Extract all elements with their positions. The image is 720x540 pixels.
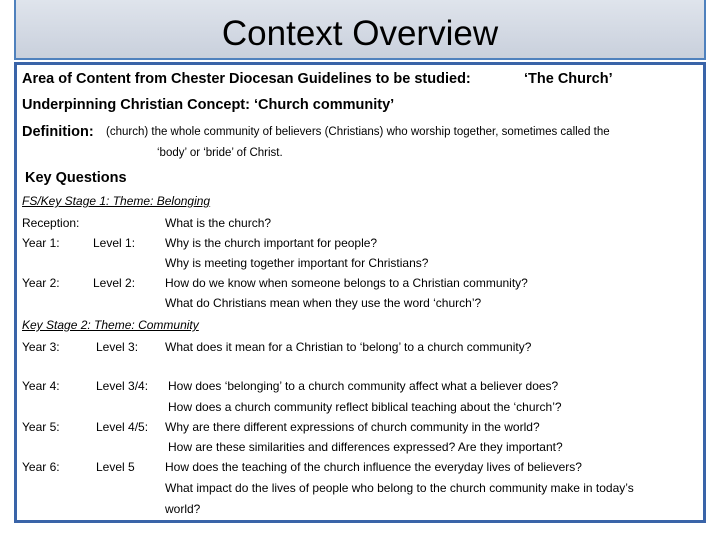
row-level: Level 3: [96, 340, 139, 354]
area-label: Area of Content from Chester Diocesan Guidelines to be studied: [22, 71, 471, 87]
row-year: Year 2: [22, 276, 60, 290]
ks2-heading: Key Stage 2: Theme: Community [22, 318, 199, 332]
row-question: How are these similarities and differences expressed? Are they important? [168, 440, 563, 454]
area-value: ‘The Church’ [524, 71, 613, 87]
row-level: Level 5 [96, 460, 135, 474]
row-question: Why is meeting together important for Christians? [165, 256, 429, 270]
row-question: How does ‘belonging’ to a church community affect what a believer does? [168, 379, 559, 393]
row-year: Reception: [22, 216, 80, 230]
key-questions-heading: Key Questions [25, 170, 127, 186]
definition-label: Definition: [22, 124, 94, 140]
row-question: Why is the church important for people? [165, 236, 378, 250]
page-title: Context Overview [221, 14, 499, 53]
row-year: Year 5: [22, 420, 60, 434]
row-year: Year 4: [22, 379, 60, 393]
ks1-heading: FS/Key Stage 1: Theme: Belonging [22, 194, 211, 208]
row-question: What is the church? [165, 216, 272, 230]
row-question: Why are there different expressions of church community in the world? [165, 420, 540, 434]
row-year: Year 6: [22, 460, 60, 474]
title-bar [14, 0, 706, 60]
row-question: What do Christians mean when they use the word ‘church’? [165, 296, 482, 310]
definition-text-line-1: (church) the whole community of believers (Christians) who worship together, sometimes called the [106, 126, 610, 138]
row-question: What impact do the lives of people who belong to the church community make in today’s [165, 481, 634, 495]
row-level: Level 4/5: [96, 420, 149, 434]
row-year: Year 3: [22, 340, 60, 354]
row-level: Level 1: [93, 236, 136, 250]
row-level: Level 3/4: [96, 379, 149, 393]
row-question: world? [165, 502, 201, 516]
row-question: How does the teaching of the church influence the everyday lives of believers? [165, 460, 582, 474]
row-level: Level 2: [93, 276, 136, 290]
row-year: Year 1: [22, 236, 60, 250]
row-question: How do we know when someone belongs to a Christian community? [165, 276, 528, 290]
row-question: What does it mean for a Christian to ‘belong’ to a church community? [165, 340, 532, 354]
row-question: How does a church community reflect biblical teaching about the ‘church’? [168, 400, 562, 414]
definition-text-line-2: ‘body’ or ‘bride’ of Christ. [157, 147, 283, 159]
concept-line: Underpinning Christian Concept: ‘Church community’ [22, 97, 395, 113]
